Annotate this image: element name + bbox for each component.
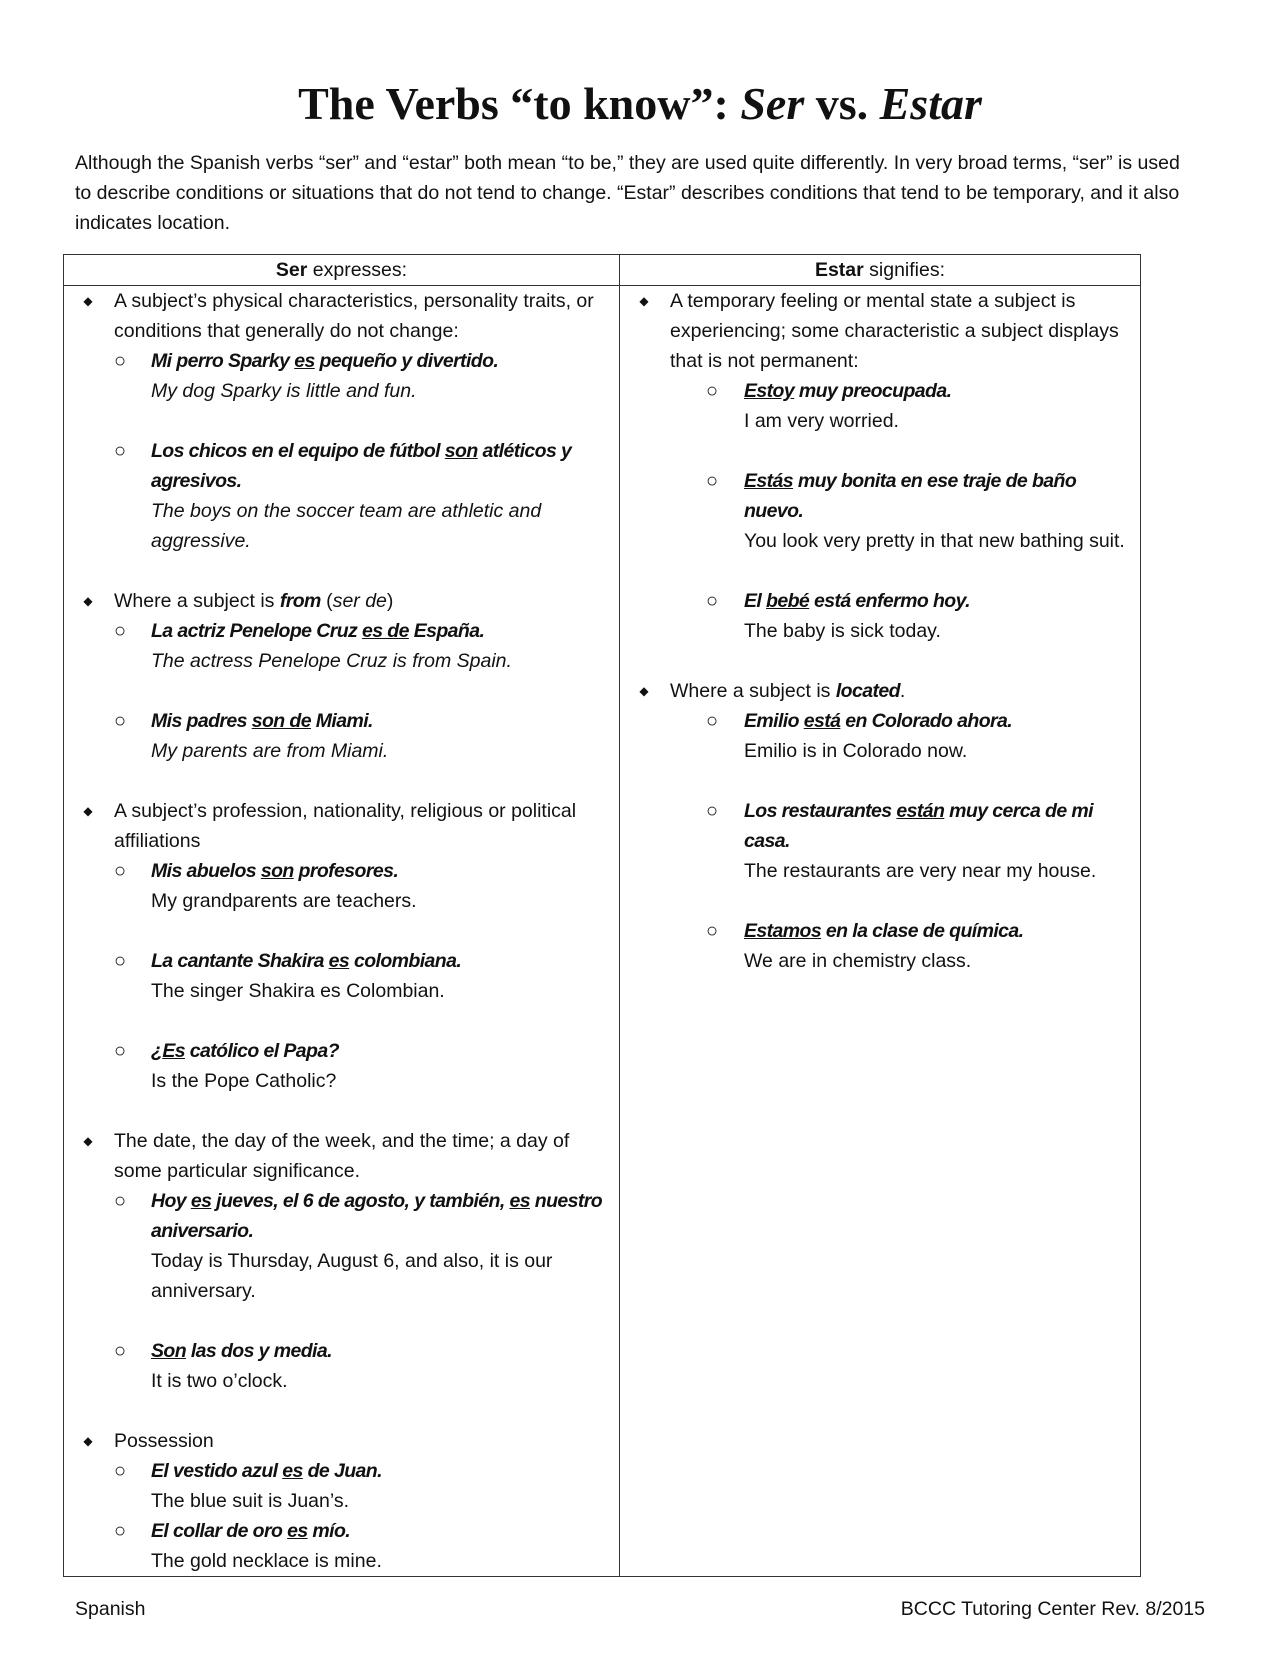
hollow-circle-icon: ○ <box>114 1460 127 1482</box>
example-item <box>64 436 619 556</box>
example-item <box>620 376 1140 436</box>
example-item <box>64 1516 619 1576</box>
spanish-example: Hoy es jueves, el 6 de agosto, y también, es nuestro aniversario. <box>151 1190 603 1242</box>
english-translation: You look very pretty in that new bathing suit. <box>744 530 1125 552</box>
hollow-circle-icon: ○ <box>114 1340 127 1362</box>
example-item <box>64 346 619 406</box>
english-translation: I am very worried. <box>744 410 899 432</box>
intro-paragraph: Although the Spanish verbs “ser” and “estar” both mean “to be,” they are used quite differently. In very broad terms, “ser” is used to describe conditions or situations that do not tend to change. “Estar” describes conditions that tend to be temporary, and it also indicates location. <box>75 152 1180 234</box>
example-item <box>620 706 1140 766</box>
example-item <box>64 1186 619 1306</box>
title-estar: Estar <box>879 78 982 129</box>
spanish-example: Estás muy bonita en ese traje de baño nuevo. <box>744 470 1077 522</box>
hollow-circle-icon: ○ <box>114 1190 127 1212</box>
example-item <box>64 706 619 766</box>
spanish-example: Emilio está en Colorado ahora. <box>744 710 1013 732</box>
english-translation: My grandparents are teachers. <box>151 890 417 912</box>
spanish-example: El vestido azul es de Juan. <box>151 1460 382 1482</box>
spanish-example: El bebé está enfermo hoy. <box>744 590 970 612</box>
ser-category-date-time: ◆ The date, the day of the week, and the time; a day of some particular significance. <box>64 1126 619 1186</box>
spanish-example: Mis padres son de Miami. <box>151 710 373 732</box>
footer-subject: Spanish <box>75 1598 146 1620</box>
diamond-bullet-icon: ◆ <box>83 1134 93 1148</box>
spanish-example: Son las dos y media. <box>151 1340 332 1362</box>
english-translation: The actress Penelope Cruz is from Spain. <box>151 650 512 672</box>
english-translation: Today is Thursday, August 6, and also, it is our anniversary. <box>151 1250 553 1302</box>
example-item <box>64 1036 619 1096</box>
example-item <box>620 796 1140 886</box>
estar-category-temporary-state: ◆ A temporary feeling or mental state a subject is experiencing; some characteristic a subject displays that is not permanent: <box>620 286 1140 376</box>
english-translation: It is two o’clock. <box>151 1370 288 1392</box>
english-translation: Emilio is in Colorado now. <box>744 740 968 762</box>
hollow-circle-icon: ○ <box>114 350 127 372</box>
diamond-bullet-icon: ◆ <box>639 294 649 308</box>
diamond-bullet-icon: ◆ <box>83 1434 93 1448</box>
english-translation: The blue suit is Juan’s. <box>151 1490 349 1512</box>
hollow-circle-icon: ○ <box>114 620 127 642</box>
ser-category-possession: ◆ Possession <box>64 1426 619 1456</box>
footer-revision: BCCC Tutoring Center Rev. 8/2015 <box>900 1598 1205 1620</box>
diamond-bullet-icon: ◆ <box>83 804 93 818</box>
estar-category-location: ◆ Where a subject is located. <box>620 676 1140 706</box>
example-item <box>64 1456 619 1516</box>
hollow-circle-icon: ○ <box>706 800 719 822</box>
diamond-bullet-icon: ◆ <box>83 594 93 608</box>
english-translation: The restaurants are very near my house. <box>744 860 1097 882</box>
title-vs: vs. <box>804 78 880 129</box>
page-title <box>0 76 1280 132</box>
english-translation: The singer Shakira es Colombian. <box>151 980 445 1002</box>
estar-header: Estar signifies: <box>620 255 1141 286</box>
ser-header: Ser expresses: <box>64 255 620 286</box>
spanish-example: Mis abuelos son profesores. <box>151 860 399 882</box>
hollow-circle-icon: ○ <box>114 440 127 462</box>
spanish-example: Los chicos en el equipo de fútbol son atléticos y agresivos. <box>151 440 572 492</box>
english-translation: Is the Pope Catholic? <box>151 1070 337 1092</box>
hollow-circle-icon: ○ <box>706 590 719 612</box>
title-ser: Ser <box>740 78 805 129</box>
spanish-example: Estamos en la clase de química. <box>744 920 1024 942</box>
spanish-example: ¿Es católico el Papa? <box>151 1040 339 1062</box>
example-item <box>64 616 619 676</box>
ser-category-origin: ◆ Where a subject is from (ser de) <box>64 586 619 616</box>
hollow-circle-icon: ○ <box>706 710 719 732</box>
ser-column <box>64 286 620 1577</box>
hollow-circle-icon: ○ <box>114 1520 127 1542</box>
spanish-example: Mi perro Sparky es pequeño y divertido. <box>151 350 499 372</box>
hollow-circle-icon: ○ <box>114 710 127 732</box>
example-item <box>620 916 1140 976</box>
example-item <box>64 946 619 1006</box>
spanish-example: La cantante Shakira es colombiana. <box>151 950 462 972</box>
example-item <box>64 856 619 916</box>
title-text: The Verbs “to know”: <box>298 78 741 129</box>
estar-column <box>620 286 1141 1577</box>
diamond-bullet-icon: ◆ <box>639 684 649 698</box>
ser-category-profession: ◆ A subject’s profession, nationality, religious or political affiliations <box>64 796 619 856</box>
hollow-circle-icon: ○ <box>706 920 719 942</box>
hollow-circle-icon: ○ <box>114 1040 127 1062</box>
hollow-circle-icon: ○ <box>114 860 127 882</box>
english-translation: My parents are from Miami. <box>151 740 389 762</box>
spanish-example: Estoy muy preocupada. <box>744 380 952 402</box>
diamond-bullet-icon: ◆ <box>83 294 93 308</box>
example-item <box>620 466 1140 556</box>
example-item <box>64 1336 619 1396</box>
english-translation: The boys on the soccer team are athletic and aggressive. <box>151 500 542 552</box>
spanish-example: Los restaurantes están muy cerca de mi casa. <box>744 800 1093 852</box>
hollow-circle-icon: ○ <box>706 380 719 402</box>
english-translation: The gold necklace is mine. <box>151 1550 382 1572</box>
hollow-circle-icon: ○ <box>114 950 127 972</box>
comparison-table <box>63 254 1141 1577</box>
english-translation: The baby is sick today. <box>744 620 941 642</box>
english-translation: We are in chemistry class. <box>744 950 972 972</box>
hollow-circle-icon: ○ <box>706 470 719 492</box>
english-translation: My dog Sparky is little and fun. <box>151 380 417 402</box>
spanish-example: La actriz Penelope Cruz es de España. <box>151 620 485 642</box>
ser-category-characteristics: ◆ A subject’s physical characteristics, personality traits, or conditions that generally do not change: <box>64 286 619 346</box>
example-item <box>620 586 1140 646</box>
spanish-example: El collar de oro es mío. <box>151 1520 351 1542</box>
